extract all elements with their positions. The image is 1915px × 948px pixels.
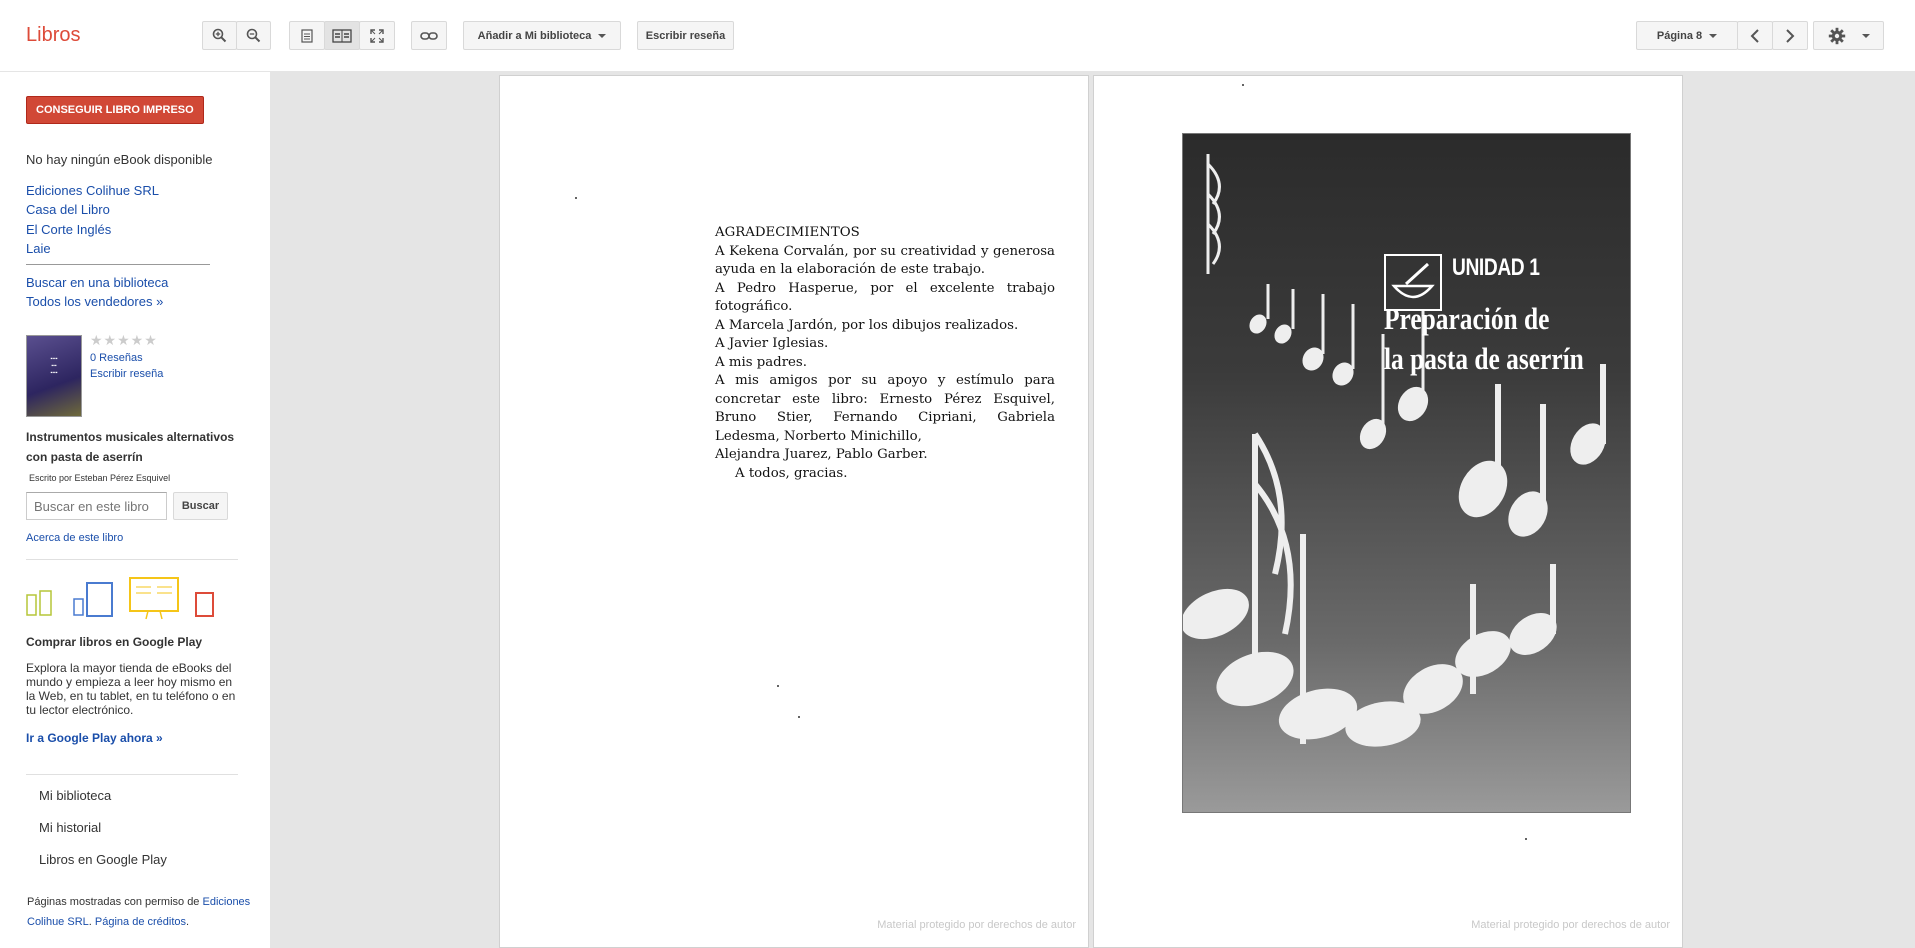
- fullscreen-icon: [370, 29, 384, 43]
- no-ebook-text: No hay ningún eBook disponible: [26, 152, 213, 167]
- unit-title-line-2: la pasta de aserrín: [1384, 341, 1584, 376]
- chevron-down-icon: [1709, 34, 1717, 38]
- divider: [26, 774, 238, 775]
- page-speck: [1525, 838, 1527, 840]
- left-sidebar: [0, 72, 270, 948]
- add-to-library-label: Añadir a Mi biblioteca: [477, 29, 592, 42]
- two-page-icon: [332, 29, 352, 43]
- footer-end: .: [186, 916, 190, 928]
- divider: [26, 264, 210, 265]
- search-in-book-button[interactable]: Buscar: [173, 492, 228, 520]
- page-speck: [575, 197, 577, 199]
- ack-line: A mis amigos por su apoyo y estímulo para concretar este libro: Ernesto Pérez Esquivel, Bruno Stier, Fernando Cipriani, Gabriela Ledesma, Norberto Minichillo,: [715, 373, 1055, 444]
- unit-title-line-1: Preparación de: [1384, 301, 1550, 336]
- previous-page-button[interactable]: [1737, 21, 1773, 50]
- ack-line: A Marcela Jardón, por los dibujos realizados.: [715, 317, 1019, 333]
- write-review-button[interactable]: [637, 21, 734, 50]
- play-description: Explora la mayor tienda de eBooks del mundo y empieza a leer hoy mismo en la Web, en tu tablet, en tu teléfono o en tu lector electrónico.: [26, 661, 236, 717]
- ack-closing: A todos, gracias.: [735, 465, 848, 481]
- book-page-left[interactable]: [499, 75, 1089, 948]
- page-speck: [1242, 84, 1244, 86]
- chevron-right-icon: [1785, 29, 1795, 43]
- go-to-play-link[interactable]: Ir a Google Play ahora »: [26, 731, 163, 745]
- copyright-notice: Material protegido por derechos de autor: [877, 919, 1076, 931]
- music-notes-illustration: [1183, 134, 1631, 813]
- brand-logo[interactable]: Libros: [26, 24, 81, 46]
- write-review-label: Escribir reseña: [645, 29, 726, 42]
- acknowledgements-text: [715, 224, 1055, 483]
- ack-line: A Javier Iglesias.: [715, 336, 829, 351]
- chevron-down-icon: [598, 34, 606, 38]
- ack-line: A Pedro Hasperue, por el excelente trabajo fotográfico.: [715, 280, 1055, 314]
- ack-line: Alejandra Juarez, Pablo Garber.: [715, 447, 928, 462]
- chevron-left-icon: [1750, 29, 1760, 43]
- seller-link[interactable]: Ediciones Colihue SRL: [26, 183, 159, 198]
- book-title: Instrumentos musicales alternativos con pasta de aserrín: [26, 430, 235, 464]
- link-icon: [420, 31, 438, 41]
- nav-my-library[interactable]: Mi biblioteca: [39, 788, 112, 803]
- publisher-link[interactable]: Ediciones Colihue SRL: [27, 896, 251, 928]
- single-page-icon: [301, 29, 313, 43]
- book-page-right[interactable]: [1093, 75, 1683, 948]
- book-viewer[interactable]: [270, 72, 1915, 948]
- chevron-down-icon: [1862, 34, 1870, 38]
- settings-button[interactable]: [1813, 21, 1884, 50]
- seller-link[interactable]: El Corte Inglés: [26, 222, 112, 237]
- single-page-view-button[interactable]: [289, 21, 325, 50]
- play-heading: Comprar libros en Google Play: [26, 635, 203, 649]
- zoom-out-icon: [246, 28, 261, 43]
- fullscreen-button[interactable]: [359, 21, 395, 50]
- two-page-view-button[interactable]: [324, 21, 360, 50]
- copyright-notice: Material protegido por derechos de autor: [1471, 919, 1670, 931]
- devices-illustration-icon: [26, 577, 226, 622]
- permission-footer: [27, 892, 257, 932]
- divider: [26, 559, 238, 560]
- rating-stars: ★★★★★: [90, 332, 158, 348]
- footer-prefix-text: Páginas mostradas con permiso de: [27, 896, 203, 908]
- page-select-dropdown[interactable]: [1636, 21, 1738, 50]
- unit-title: [1384, 299, 1584, 379]
- zoom-in-button[interactable]: [202, 21, 237, 50]
- next-page-button[interactable]: [1772, 21, 1808, 50]
- footer-separator: .: [88, 916, 95, 928]
- nav-books-on-play[interactable]: Libros en Google Play: [39, 852, 167, 867]
- page-speck: [777, 685, 779, 687]
- book-cover-thumbnail[interactable]: [26, 335, 82, 417]
- gear-icon: [1828, 27, 1846, 45]
- find-in-library-link[interactable]: Buscar en una biblioteca: [26, 275, 169, 290]
- unit-label: UNIDAD 1: [1452, 254, 1540, 281]
- ack-line: A mis padres.: [715, 354, 807, 370]
- all-sellers-link[interactable]: Todos los vendedores »: [26, 294, 164, 309]
- seller-link[interactable]: Laie: [26, 241, 51, 256]
- book-author: Escrito por Esteban Pérez Esquivel: [29, 473, 171, 483]
- reviews-count-link[interactable]: 0 Reseñas: [90, 352, 143, 364]
- top-toolbar: [0, 0, 1915, 72]
- about-book-link[interactable]: Acerca de este libro: [26, 532, 124, 544]
- write-review-link[interactable]: Escribir reseña: [90, 368, 164, 380]
- zoom-in-icon: [212, 28, 227, 43]
- credits-page-link[interactable]: Página de créditos: [94, 916, 187, 928]
- nav-my-history[interactable]: Mi historial: [39, 820, 102, 835]
- page-speck: [798, 716, 800, 718]
- search-in-book-input[interactable]: [26, 492, 167, 520]
- acknowledgements-title: AGRADECIMIENTOS: [715, 225, 860, 240]
- zoom-out-button[interactable]: [236, 21, 271, 50]
- page-select-label: Página 8: [1656, 29, 1703, 42]
- cover-decoration: ▪▪▪▪ ▪▪▪ ▪▪▪▪: [50, 356, 58, 376]
- chapter-cover-illustration: [1182, 133, 1631, 813]
- seller-link[interactable]: Casa del Libro: [26, 202, 110, 217]
- buy-print-book-button[interactable]: CONSEGUIR LIBRO IMPRESO: [26, 96, 204, 124]
- ack-line: A Kekena Corvalán, por su creatividad y generosa ayuda en la elaboración de este trabajo.: [715, 243, 1055, 277]
- link-button[interactable]: [411, 21, 447, 50]
- add-to-library-button[interactable]: [463, 21, 621, 50]
